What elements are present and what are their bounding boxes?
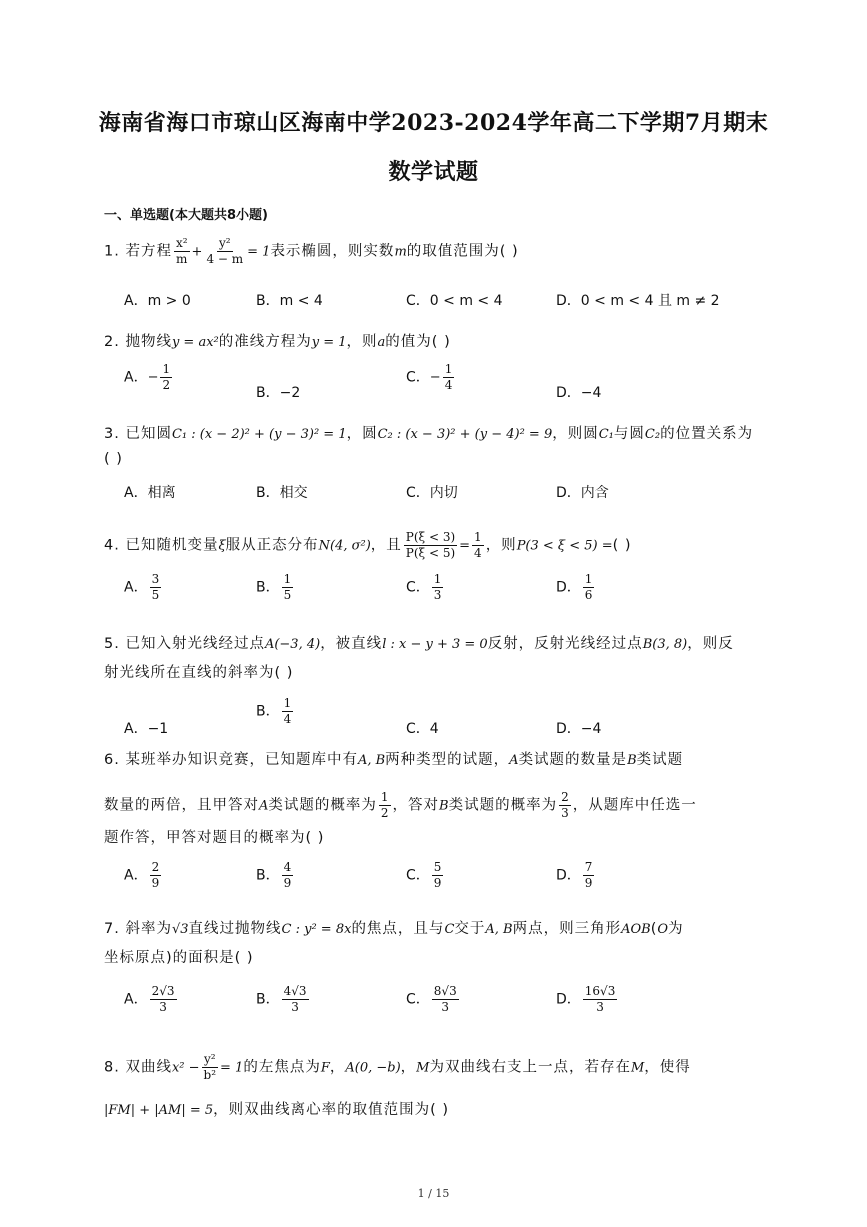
q2-option-d: D．−4 [556, 385, 602, 401]
q2-option-b: B．−2 [256, 385, 301, 401]
section-heading: 一、单选题(本大题共8小题) [104, 208, 268, 223]
q7-option-b: B． $\frac{4√3}{3}$ [256, 984, 307, 1014]
question-8-line2: |FM| + |AM| = 5，则双曲线离心率的取值范围为( ) [104, 1102, 450, 1118]
q6-option-d: D． $\frac{7}{9}$ [556, 860, 593, 890]
q3-option-d: D．内含 [556, 485, 609, 501]
question-8: 8. 双曲线x² − $\frac{\text{y²}}{\text{b²}}$ = 1的左焦点为F，A(0, −b)，M为双曲线右支上一点，若存在M，使得 [104, 1052, 691, 1082]
q7-option-c: C． $\frac{8√3}{3}$ [406, 984, 457, 1014]
q4-option-b: B． $\frac{1}{5}$ [256, 572, 292, 602]
question-6: 6. 某班举办知识竞赛，已知题库中有A, B两种类型的试题，A类试题的数量是B类试题 [104, 752, 684, 768]
q7-option-d: D． $\frac{16√3}{3}$ [556, 984, 616, 1014]
q3-option-b: B．相交 [256, 485, 308, 501]
question-2: 2. 抛物线y = ax²的准线方程为y = 1，则a的值为( ) [104, 334, 451, 350]
fraction: $\frac{P(\xi < 3)}{P(\xi < 5)}$ [405, 530, 456, 560]
question-4: 4. 已知随机变量ξ服从正态分布N(4, σ²)，且 $\frac{P(\xi < 3)}{P(\xi < 5)}$ = $\frac{1}{4}$ ，则P(3 < ξ < 5) =( ) [104, 530, 632, 560]
q2-option-c: C．− $\frac{1}{4}$ [406, 362, 453, 392]
q6-option-b: B． $\frac{4}{9}$ [256, 860, 292, 890]
q5-option-d: D．−4 [556, 721, 602, 737]
fraction: $\frac{\text{x²}}{m}$ [175, 236, 188, 266]
fraction: $\frac{\text{y²}}{4 - m}$ [206, 236, 244, 266]
q6-option-a: A． $\frac{2}{9}$ [124, 860, 160, 890]
q3-option-a: A．相离 [124, 485, 176, 501]
question-6-line3: 题作答，甲答对题目的概率为( ) [104, 830, 325, 846]
fraction: $\frac{1}{4}$ [474, 530, 482, 560]
q6-option-c: C． $\frac{5}{9}$ [406, 860, 442, 890]
q5-option-b: B． $\frac{1}{4}$ [256, 696, 292, 726]
q7-option-a: A． $\frac{2√3}{3}$ [124, 984, 175, 1014]
q4-option-d: D． $\frac{1}{6}$ [556, 572, 593, 602]
q5-option-c: C．4 [406, 721, 439, 737]
question-5-line2: 射光线所在直线的斜率为( ) [104, 665, 294, 681]
exam-title-line1: 海南省海口市琼山区海南中学2023-2024学年高二下学期7月期末 [98, 110, 769, 136]
q1-option-c: C．0 < m < 4 [406, 293, 503, 309]
q4-option-c: C． $\frac{1}{3}$ [406, 572, 442, 602]
q3-option-c: C．内切 [406, 485, 458, 501]
question-7-line2: 坐标原点)的面积是( ) [104, 950, 254, 966]
question-3-line2: ( ) [104, 451, 123, 467]
page-number: 1 / 15 [417, 1187, 450, 1200]
question-5: 5. 已知入射光线经过点A(−3, 4)，被直线l : x − y + 3 = 0反射，反射光线经过点B(3, 8)，则反 [104, 636, 734, 652]
q2-option-a: A．− $\frac{1}{2}$ [124, 362, 171, 392]
q4-option-a: A． $\frac{3}{5}$ [124, 572, 160, 602]
question-1: 1. 若方程 $\frac{\text{x²}}{m}$ + $\frac{\text{y²}}{4 - m}$ = 1表示椭圆，则实数m的取值范围为( ) [104, 236, 519, 266]
question-3: 3. 已知圆C₁ : (x − 2)² + (y − 3)² = 1，圆C₂ : (x − 3)² + (y − 4)² = 9，则圆C₁与圆C₂的位置关系为 [104, 426, 754, 442]
q1-option-d: D．0 < m < 4 且 m ≠ 2 [556, 293, 720, 309]
exam-title-line2: 数学试题 [388, 159, 479, 185]
q5-option-a: A．−1 [124, 721, 169, 737]
q1-option-a: A．m > 0 [124, 293, 191, 309]
question-7: 7. 斜率为√3直线过抛物线C : y² = 8x的焦点，且与C交于A, B两点，则三角形AOB(O为 [104, 921, 684, 937]
question-6-line2: 数量的两倍，且甲答对A类试题的概率为 $\frac{1}{2}$ ，答对B类试题的概率为 $\frac{2}{3}$ ，从题库中任选一 [104, 790, 697, 820]
q1-option-b: B．m < 4 [256, 293, 323, 309]
